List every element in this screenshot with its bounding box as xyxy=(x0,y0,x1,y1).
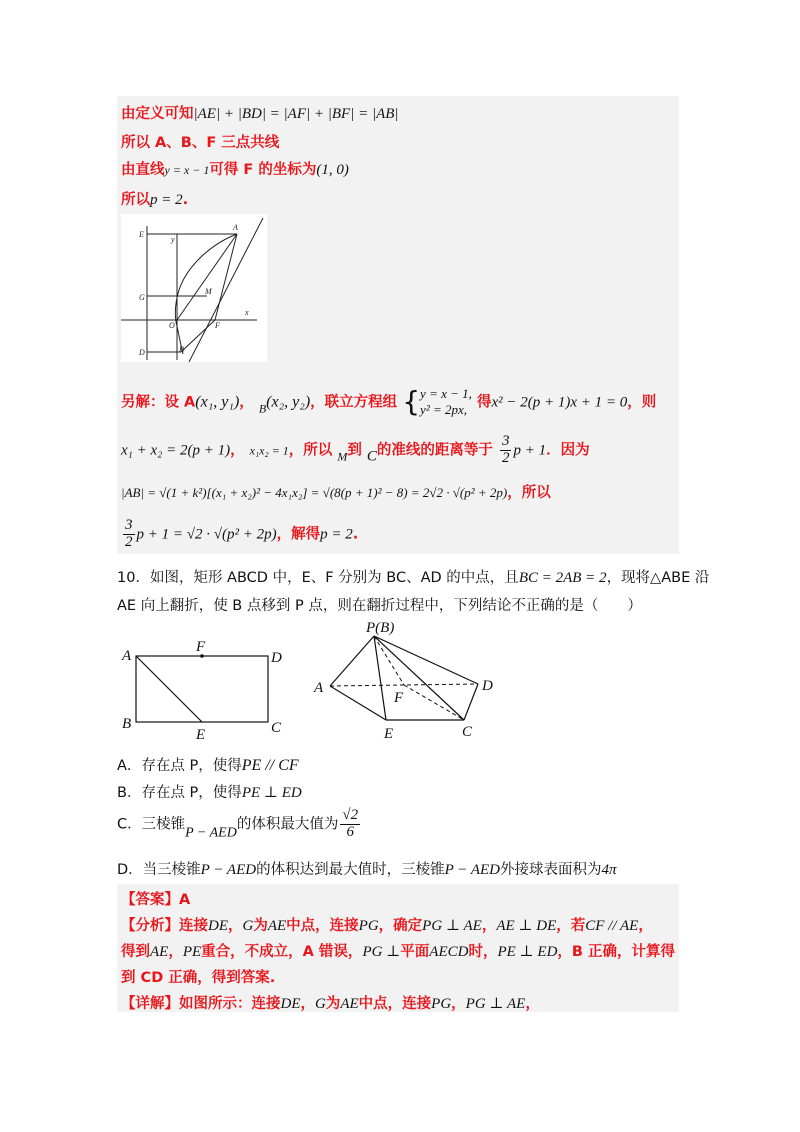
math: M xyxy=(337,449,348,464)
analysis-line-1 xyxy=(121,914,653,935)
pyr-label-c: C xyxy=(462,724,473,740)
math: p + 1 = √2 · √(p² + 2p) xyxy=(136,526,277,543)
text: 的体积达到最大值时，三棱锥 xyxy=(256,862,445,878)
math: x₁x₂ = 1 xyxy=(249,443,289,458)
math: (x₂, y₂) xyxy=(266,393,311,411)
math: P − AED xyxy=(444,862,500,878)
analysis-line-3: 到 CD 正确，得到答案. xyxy=(121,970,276,986)
text: 得到 xyxy=(121,944,150,960)
solution-alt-line-4 xyxy=(121,518,358,551)
math: AE xyxy=(150,944,169,960)
text: ， xyxy=(230,442,245,459)
text: ，现将△ABE 沿 xyxy=(606,570,710,586)
text: ，B 正确，计算得 xyxy=(557,944,676,960)
solution-alt-line-2 xyxy=(121,434,590,467)
text: ，则 xyxy=(627,394,657,411)
fig1-label-a: A xyxy=(233,223,238,232)
text: ， xyxy=(228,918,243,934)
math: DE xyxy=(208,918,228,934)
numerator: 3 xyxy=(125,517,133,533)
text: 【分析】连接 xyxy=(121,918,208,934)
text: ．因为 xyxy=(546,442,590,459)
fig1-label-y: y xyxy=(171,235,175,244)
math: 4π xyxy=(601,862,617,878)
text: ，所以 xyxy=(507,485,551,501)
text: A．存在点 P，使得 xyxy=(117,758,242,774)
math: PE ⊥ ED xyxy=(241,785,302,801)
math: AE xyxy=(340,996,359,1012)
solution-alt-line-3 xyxy=(121,481,551,502)
text: ，确定 xyxy=(378,918,423,934)
text: 的准线的距离等于 xyxy=(376,442,493,459)
fig1-label-d: D xyxy=(139,348,145,357)
rectangle-figure xyxy=(116,636,288,744)
fraction xyxy=(340,808,360,841)
math: P − AED xyxy=(200,862,257,878)
math: PG xyxy=(431,996,452,1012)
math: PG ⊥ AE xyxy=(465,996,526,1012)
detail-line-1 xyxy=(121,992,540,1013)
text: ， xyxy=(168,944,183,960)
math: G xyxy=(242,918,254,934)
text: 【详解】如图所示：连接 xyxy=(121,996,281,1012)
math: x² − 2(p + 1)x + 1 = 0 xyxy=(491,394,628,411)
math: p = 2 xyxy=(150,192,183,208)
option-a xyxy=(117,754,299,775)
math: BC = 2AB = 2 xyxy=(518,570,607,586)
math: P − AED xyxy=(185,825,237,841)
math: AE xyxy=(267,918,287,934)
rect-label-e: E xyxy=(196,727,206,743)
text: 时， xyxy=(468,944,498,960)
math: y = x − 1, xyxy=(420,386,472,401)
pyr-label-e: E xyxy=(384,726,394,742)
math: PG xyxy=(358,918,379,934)
question-line-1 xyxy=(117,566,709,587)
math: y = x − 1 xyxy=(164,163,210,177)
solution-line-3 xyxy=(121,158,349,179)
math: (x₁, y₁) xyxy=(195,393,240,411)
text: . xyxy=(182,192,189,208)
text: ，所以 xyxy=(288,442,333,459)
text: 为 xyxy=(253,918,268,934)
text: ，解得 xyxy=(276,526,321,543)
text: ，联立方程组 xyxy=(310,394,398,411)
fig1-label-f: F xyxy=(215,321,220,330)
solution-alt-line-1 xyxy=(121,386,656,419)
math: y² = 2px, xyxy=(420,402,468,418)
text: 的体积最大值为 xyxy=(236,816,339,833)
text: 可得 F 的坐标为 xyxy=(209,162,317,178)
solution-line-4 xyxy=(121,188,188,209)
math: x₁ + x₂ = 2(p + 1) xyxy=(121,442,231,459)
text: ， xyxy=(525,996,540,1012)
solution-block xyxy=(117,96,679,554)
option-d xyxy=(117,858,617,879)
text: 所以 xyxy=(121,192,150,208)
text: ，若 xyxy=(556,918,586,934)
fig1-label-o: O xyxy=(169,321,175,330)
math: p + 1 xyxy=(513,442,547,459)
text: D．当三棱锥 xyxy=(117,862,201,878)
text: ， xyxy=(239,394,254,411)
denominator: 2 xyxy=(501,449,510,466)
math: B xyxy=(258,401,267,416)
text: 由定义可知 xyxy=(121,106,194,122)
text: 平面 xyxy=(400,944,430,960)
math: C xyxy=(366,448,377,465)
denominator: 2 xyxy=(125,533,133,550)
pyr-label-a: A xyxy=(314,680,324,696)
math: |AB| = √(1 + k²)[(x₁ + x₂)² − 4x₁x₂] = √(8(p + 1)² − 8) = 2√2 · √(p² + 2p) xyxy=(121,485,508,500)
fig1-label-g: G xyxy=(139,293,145,302)
answer-line: 【答案】A xyxy=(121,892,191,908)
math: AE ⊥ DE xyxy=(496,918,557,934)
text: 得 xyxy=(476,394,492,411)
text: 外接球表面积为 xyxy=(499,862,602,878)
text: 另解：设 A xyxy=(121,394,196,411)
math: AECD xyxy=(429,944,469,960)
math: PG ⊥ xyxy=(362,944,401,960)
rect-label-f: F xyxy=(196,639,206,655)
text: 到 xyxy=(347,442,362,459)
rect-label-d: D xyxy=(271,650,282,666)
fig1-label-e: E xyxy=(139,230,144,239)
math: p = 2 xyxy=(320,526,353,543)
rect-label-b: B xyxy=(122,716,132,732)
fig1-label-b: B xyxy=(179,345,184,354)
question-line-2: AE 向上翻折，使 B 点移到 P 点，则在翻折过程中，下列结论不正确的是（ ） xyxy=(117,598,642,614)
text: 中点，连接 xyxy=(358,996,432,1012)
numerator: √2 xyxy=(342,807,359,823)
brace: { xyxy=(402,385,421,419)
math: DE xyxy=(280,996,301,1012)
text: ， xyxy=(451,996,466,1012)
rect-label-a: A xyxy=(122,648,132,664)
pyr-label-pb: P(B) xyxy=(366,620,395,636)
text: C．三棱锥 xyxy=(117,816,186,833)
text: 10．如图，矩形 ABCD 中，E、F 分别为 BC、AD 的中点，且 xyxy=(117,570,519,586)
equation-system xyxy=(420,386,472,419)
analysis-line-2 xyxy=(121,940,675,961)
math: CF // AE xyxy=(585,918,639,934)
math: |AE| + |BD| = |AF| + |BF| = |AB| xyxy=(193,106,399,122)
option-b xyxy=(117,781,302,802)
text: ， xyxy=(300,996,315,1012)
math: (1, 0) xyxy=(316,162,349,178)
fraction xyxy=(500,434,512,467)
pyramid-figure xyxy=(310,616,506,742)
text: ， xyxy=(481,918,497,934)
text: 重合，不成立，A 错误， xyxy=(201,944,363,960)
rect-label-c: C xyxy=(271,720,282,736)
answer-block xyxy=(117,884,679,1012)
text: B．存在点 P，使得 xyxy=(117,785,242,801)
solution-line-1 xyxy=(121,102,399,123)
text: . xyxy=(352,526,359,543)
fig1-label-x: x xyxy=(245,308,249,317)
parabola-figure xyxy=(121,214,267,362)
numerator: 3 xyxy=(501,433,510,449)
math: PG ⊥ AE xyxy=(422,918,482,934)
denominator: 6 xyxy=(346,823,354,840)
pyr-label-f: F xyxy=(394,690,404,706)
pyr-label-d: D xyxy=(482,678,493,694)
text: ， xyxy=(638,918,653,934)
math: PE ⊥ ED xyxy=(497,944,558,960)
fraction xyxy=(123,518,135,551)
text: 由直线 xyxy=(121,162,165,178)
text: 为 xyxy=(325,996,341,1012)
option-c xyxy=(117,808,362,841)
math: PE xyxy=(182,944,202,960)
math: PE // CF xyxy=(241,757,299,774)
math: G xyxy=(315,996,326,1012)
fig1-label-m: M xyxy=(205,287,212,296)
solution-line-2: 所以 A、B、F 三点共线 xyxy=(121,135,280,151)
text: 中点，连接 xyxy=(286,918,359,934)
